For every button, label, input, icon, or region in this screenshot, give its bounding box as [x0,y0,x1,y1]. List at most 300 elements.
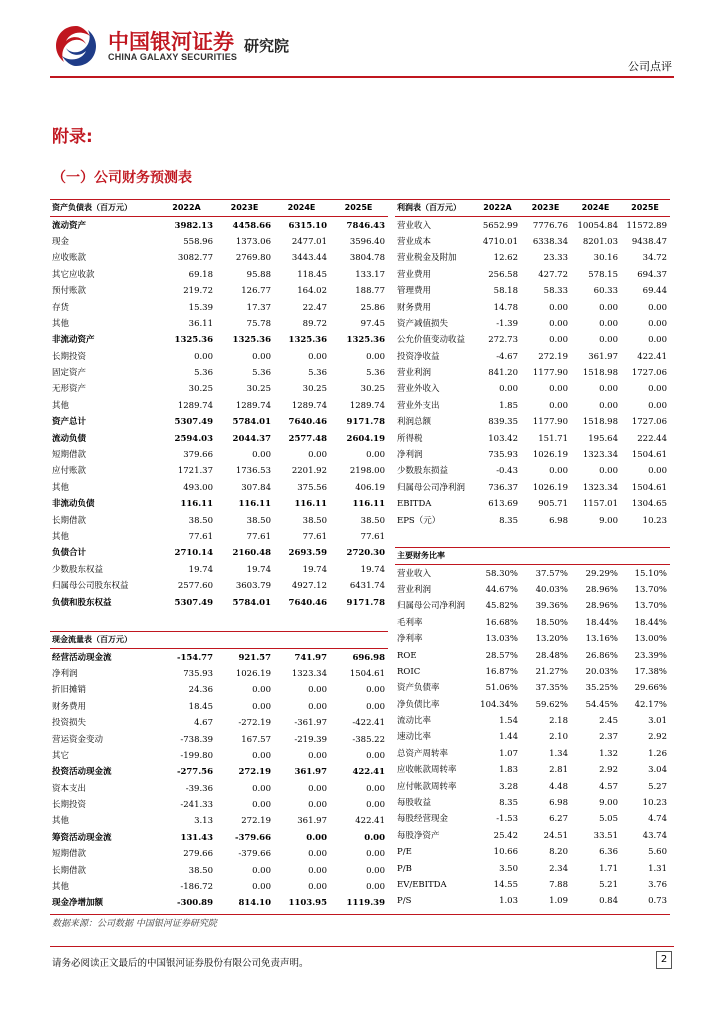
income-statement-row [395,496,670,512]
ratio-row [395,615,670,631]
cell-value: 2.81 [549,765,568,776]
cell-value: 2.45 [599,716,618,727]
income-statement-row [395,217,670,234]
ratios-body [395,548,670,910]
cell-value: 3.76 [648,880,667,890]
row-label: EPS（元） [397,515,441,526]
cell-value: 14.78 [493,302,518,313]
cell-value: 1.71 [599,863,618,874]
row-label: 财务费用 [52,701,87,712]
cell-value: -385.22 [352,734,385,745]
cell-value: 375.56 [297,482,327,493]
cell-value: 1323.34 [582,482,618,493]
cell-value: 1325.36 [174,335,213,346]
cell-value: 0.00 [366,450,385,461]
ratio-row [395,877,670,893]
row-label: 其它应收款 [52,269,95,280]
row-label: ROE [397,650,417,661]
row-label: P/B [397,863,412,874]
cell-value: 2604.19 [346,433,385,444]
cell-value: 0.84 [599,896,618,907]
cell-value: 35.25% [585,683,618,694]
cell-value: 0.00 [549,335,568,346]
column-header [216,632,274,649]
column-header: 2022A [475,200,521,217]
cell-value: 5.21 [599,880,618,890]
income-statement-row [395,463,670,479]
cell-value: 2577.60 [177,581,213,592]
row-label: ROIC [397,666,421,677]
balance-sheet-row [50,496,388,512]
cell-value: 39.36% [535,601,568,612]
cell-value: 1.83 [499,765,518,776]
balance-sheet-row [50,430,388,446]
cell-value: 36.11 [188,318,213,329]
column-header: 2025E [330,200,388,217]
income-statement-row [395,365,670,381]
row-label: 短期借款 [52,450,87,461]
cell-value: -1.53 [496,814,518,825]
cell-value: 12.62 [493,253,518,264]
cell-value: 2198.00 [349,466,385,477]
ratio-row [395,647,670,663]
row-label: 应收帐款周转率 [397,765,457,776]
cell-value: 1.26 [648,748,667,759]
income-statement-table [395,200,670,529]
cell-value: 1.34 [549,748,568,759]
cell-value: 103.42 [488,433,518,444]
cell-value: -738.39 [180,734,213,745]
source-note: 数据来源：公司数据 中国银河证券研究院 [52,919,217,929]
cell-value: 28.96% [585,584,618,595]
row-label: 投资净收益 [397,351,440,362]
row-label: 其他 [52,816,70,827]
cell-value: 2.10 [549,732,568,743]
row-label: 每股收益 [397,798,432,809]
cell-value: 5.36 [308,368,327,379]
cell-value: 0.00 [599,400,618,411]
row-label: 营业外收入 [397,384,440,395]
cell-value: 30.25 [246,384,271,395]
cash-flow-row [50,649,388,666]
cell-value: 361.97 [297,816,327,827]
cell-value: 0.00 [648,302,667,313]
column-header [621,548,670,565]
cell-value: 736.37 [488,482,518,493]
cell-value: 0.00 [648,384,667,395]
balance-sheet-row [50,316,388,332]
row-label: 应付账款 [52,466,87,477]
cell-value: 38.50 [188,515,213,526]
cell-value: 38.50 [360,515,385,526]
income-statement-row [395,267,670,283]
cell-value: -219.39 [294,734,327,745]
cell-value: 4.57 [599,781,618,792]
cell-value: 0.00 [306,832,327,843]
ratio-row [395,795,670,811]
appendix-title: 附录: [52,127,93,147]
cell-value: 272.19 [238,767,271,778]
cell-value: 4458.66 [232,220,271,231]
cell-value: 0.00 [366,849,385,860]
balance-sheet-row [50,562,388,578]
row-label: 固定资产 [52,368,87,379]
cell-value: 7776.76 [532,220,568,231]
ratio-row [395,893,670,909]
cell-value: 58.30% [485,568,518,579]
cell-value: 7.88 [549,880,568,890]
cell-value: 10054.84 [577,220,618,231]
row-label: 净利率 [397,634,423,645]
row-label: EBITDA [397,499,432,510]
cell-value: 1304.65 [631,499,667,510]
cell-value: 0.00 [549,466,568,477]
cell-value: 131.43 [180,832,213,843]
cell-value: 0.00 [194,351,213,362]
row-label: 负债和股东权益 [52,597,112,608]
cell-value: 272.73 [488,335,518,346]
cell-value: 2594.03 [174,433,213,444]
balance-sheet-row [50,349,388,365]
cell-value: -379.66 [238,849,271,860]
cell-value: 19.74 [188,564,213,575]
row-label: 长期投资 [52,800,87,811]
row-label: 流动负债 [52,433,87,444]
cell-value: 10.23 [642,798,667,809]
ratio-row [395,746,670,762]
row-label: 净利润 [52,668,78,679]
row-label: 归属母公司净利润 [397,601,466,612]
cell-value: 578.15 [588,269,618,280]
row-label: 少数股东损益 [397,466,449,477]
cell-value: 6.98 [549,515,568,526]
cell-value: 0.00 [366,701,385,712]
cell-value: 2.92 [648,732,667,743]
cell-value: 5784.01 [232,597,271,608]
cell-value: -0.43 [496,466,518,477]
cell-value: 29.66% [634,683,667,694]
cell-value: 9.00 [599,798,618,809]
footer-divider [50,946,674,947]
cell-value: 256.58 [488,269,518,280]
cell-value: 1026.19 [532,482,568,493]
balance-sheet-row [50,283,388,299]
balance-sheet-row [50,594,388,610]
cell-value: 77.61 [302,532,327,542]
cell-value: 34.72 [642,253,667,264]
income-statement-row [395,480,670,496]
page-number: 2 [656,951,672,969]
cell-value: 38.50 [188,865,213,876]
cell-value: 1504.61 [631,450,667,461]
cell-value: 164.02 [297,286,327,297]
cell-value: 75.78 [246,318,271,329]
row-label: 每股经营现金 [397,814,449,825]
cash-flow-body [50,632,388,912]
income-statement-row [395,447,670,463]
cell-value: 17.38% [634,666,667,677]
income-statement-row [395,316,670,332]
row-label: 营业税金及附加 [397,253,457,264]
cell-value: 0.73 [648,896,667,907]
cell-value: 116.11 [352,499,385,510]
cell-value: 3982.13 [174,220,213,231]
cell-value: 1.03 [499,896,518,907]
cell-value: -379.66 [234,832,271,843]
cash-flow-row [50,699,388,715]
row-label: 无形资产 [52,384,87,395]
cell-value: 2693.59 [288,548,327,559]
row-label: 流动资产 [52,220,87,231]
cell-value: 6.36 [599,847,618,858]
row-label: 公允价值变动收益 [397,335,466,346]
cell-value: 77.61 [188,532,213,542]
cell-value: 30.25 [360,384,385,395]
row-label: 营业外支出 [397,400,440,411]
ratio-header-row [395,548,670,565]
cell-value: 5.27 [648,781,667,792]
cash-flow-row [50,682,388,698]
ratio-row [395,729,670,745]
cell-value: 427.72 [538,269,568,280]
cell-value: 25.86 [360,302,385,313]
row-label: 其他 [52,400,70,411]
column-header [475,548,521,565]
cell-value: 1157.01 [582,499,618,510]
cell-value: 1.31 [648,863,667,874]
ratio-row [395,811,670,827]
cell-value: 30.25 [188,384,213,395]
page-header [0,0,724,80]
cell-value: 13.16% [585,634,618,645]
cell-value: 1504.61 [631,482,667,493]
cell-value: 13.03% [485,634,518,645]
cell-value: 28.48% [535,650,568,661]
cell-value: 0.00 [599,384,618,395]
column-header: 2022A [158,200,216,217]
cell-value: 1504.61 [349,668,385,679]
row-label: 长期投资 [52,351,87,362]
section-title: （一）公司财务预测表 [52,170,192,186]
cell-value: 44.67% [485,584,518,595]
cell-value: 0.00 [308,865,327,876]
cell-value: 4.67 [194,718,213,729]
cell-value: 60.33 [593,286,618,297]
cell-value: 1721.37 [177,466,213,477]
row-label: 其他 [52,532,70,542]
cell-value: 1323.34 [291,668,327,679]
cell-value: 1325.36 [288,335,327,346]
row-label: 净负债比率 [397,699,440,710]
cell-value: 16.87% [485,666,518,677]
cell-value: 422.41 [637,351,667,362]
cell-value: 379.66 [183,450,213,461]
row-label: 应付帐款周转率 [397,781,457,792]
cell-value: 13.70% [634,601,667,612]
cell-value: 1.85 [499,400,518,411]
cell-value: 9171.78 [346,417,385,428]
row-label: 速动比率 [397,732,432,743]
cash-flow-header-row [50,632,388,649]
cell-value: 2710.14 [174,548,213,559]
income-statement-row [395,512,670,528]
cell-value: 43.74 [642,830,667,841]
cell-value: 2.37 [599,732,618,743]
cell-value: 5784.01 [232,417,271,428]
balance-sheet-row [50,267,388,283]
cell-value: 20.03% [585,666,618,677]
cell-value: 219.72 [183,286,213,297]
cell-value: 13.70% [634,584,667,595]
cell-value: 0.00 [648,400,667,411]
cell-value: 7640.46 [288,417,327,428]
row-label: 营业收入 [397,220,432,231]
column-header: 2025E [621,200,670,217]
cell-value: 0.00 [549,400,568,411]
row-label: 净利润 [397,450,423,461]
cell-value: 0.00 [599,335,618,346]
cell-value: 5.36 [252,368,271,379]
cell-value: 1177.90 [532,368,568,379]
row-label: 长期借款 [52,865,87,876]
cell-value: 26.86% [585,650,618,661]
row-label: 现金 [52,236,70,247]
row-label: 营业利润 [397,368,432,379]
cell-value: 1727.06 [631,368,667,379]
cell-value: 59.62% [535,699,568,710]
income-statement-row [395,250,670,266]
cell-value: 0.00 [366,750,385,761]
cell-value: 151.71 [538,433,568,444]
row-label: 营业费用 [397,269,432,280]
cell-value: -199.80 [180,750,213,761]
cell-value: 3.50 [499,863,518,874]
column-header [274,632,330,649]
cash-flow-row [50,715,388,731]
balance-sheet-row [50,480,388,496]
cell-value: 77.61 [246,532,271,542]
cell-value: 0.00 [549,302,568,313]
cell-value: 9.00 [599,515,618,526]
cell-value: 14.55 [493,880,518,890]
cell-value: 23.39% [634,650,667,661]
cell-value: -154.77 [176,652,213,663]
row-label: 其他 [52,882,70,893]
disclaimer-text: 请务必阅读正文最后的中国银河证券股份有限公司免责声明。 [52,958,309,969]
balance-sheet-row [50,381,388,397]
cell-value: 1727.06 [631,417,667,428]
cell-value: -241.33 [180,800,213,811]
row-label: 少数股东权益 [52,564,104,575]
cell-value: 1103.95 [288,898,327,909]
cell-value: 118.45 [297,269,327,280]
cell-value: 95.88 [246,269,271,280]
cell-value: 0.00 [308,701,327,712]
report-type-label: 公司点评 [628,60,672,73]
cell-value: 8.35 [499,515,518,526]
cell-value: 188.77 [355,286,385,297]
cell-value: 37.57% [535,568,568,579]
cash-flow-row [50,731,388,747]
cell-value: 24.51 [543,830,568,841]
cell-value: 1325.36 [232,335,271,346]
row-label: 负债合计 [52,548,87,559]
cell-value: 38.50 [246,515,271,526]
row-label: P/E [397,847,412,858]
cell-value: 1.44 [499,732,518,743]
cell-value: 1518.98 [582,417,618,428]
cell-value: 2477.01 [291,236,327,247]
balance-sheet-row [50,365,388,381]
cell-value: 2720.30 [346,548,385,559]
row-label: 投资活动现金流 [52,767,112,778]
row-label: 投资损失 [52,718,87,729]
cell-value: 2.18 [549,716,568,727]
cash-flow-row [50,764,388,780]
cell-value: -422.41 [352,718,385,729]
cell-value: 279.66 [183,849,213,860]
cell-value: 116.11 [294,499,327,510]
cell-value: 45.82% [485,601,518,612]
cell-value: 30.25 [302,384,327,395]
ratio-row [395,565,670,582]
cell-value: 18.44% [634,617,667,628]
cell-value: 4.48 [549,781,568,792]
cell-value: 1373.06 [235,236,271,247]
cell-value: 5.36 [366,368,385,379]
cell-value: 3082.77 [177,253,213,264]
cell-value: -277.56 [176,767,213,778]
table-title: 利润表（百万元） [395,200,475,217]
cell-value: 13.20% [535,634,568,645]
cell-value: 0.00 [308,800,327,811]
cell-value: 3804.78 [349,253,385,264]
row-label: 其他 [52,482,70,493]
row-label: 归属母公司净利润 [397,482,466,493]
row-label: 管理费用 [397,286,432,297]
income-statement-row [395,332,670,348]
cell-value: 905.71 [538,499,568,510]
cell-value: 921.57 [238,652,271,663]
cell-value: 0.00 [308,783,327,794]
cell-value: 1.09 [549,896,568,907]
cell-value: 272.19 [538,351,568,362]
cell-value: 18.44% [585,617,618,628]
cell-value: 58.18 [493,286,518,297]
row-label: 非流动负债 [52,499,95,510]
ratio-row [395,860,670,876]
table-title: 现金流量表（百万元） [50,632,158,649]
cell-value: 19.74 [246,564,271,575]
row-label: 应收账款 [52,253,87,264]
column-header: 2024E [571,200,621,217]
income-statement-row [395,283,670,299]
cell-value: 272.19 [241,816,271,827]
cash-flow-row [50,781,388,797]
row-label: 非流动资产 [52,335,95,346]
cell-value: 613.69 [488,499,518,510]
cell-value: 3.13 [194,816,213,827]
cell-value: 0.00 [599,302,618,313]
row-label: EV/EBITDA [397,880,447,890]
balance-sheet-row [50,217,388,234]
cell-value: 2.34 [549,863,568,874]
cell-value: 1289.74 [235,400,271,411]
cell-value: 0.00 [252,450,271,461]
balance-sheet-row [50,447,388,463]
cash-flow-row [50,879,388,895]
cell-value: 0.00 [366,351,385,362]
